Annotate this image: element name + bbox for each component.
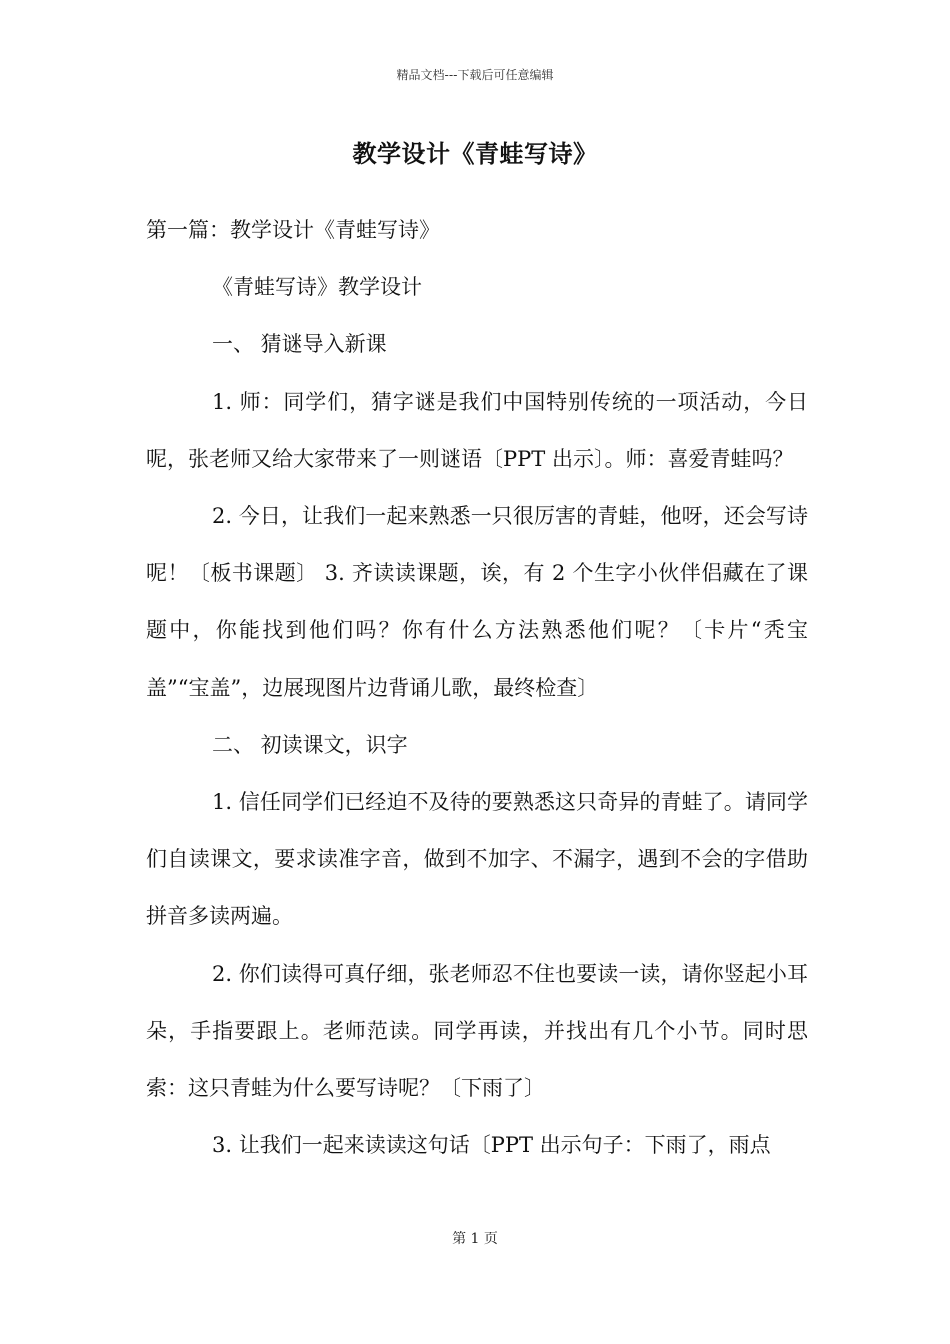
document-title: 教学设计《青蛙写诗》	[352, 139, 598, 168]
paragraph-reading-1: 1. 信任同学们已经迫不及待的要熟悉这只奇异的青蛙了。请同学们自读课文，要求读准字音，做到不加字、不漏字，遇到不会的字借助拼音多读两遍。	[146, 790, 808, 929]
paragraph-section-heading: 第一篇：教学设计《青蛙写诗》	[146, 218, 440, 242]
paragraph-subtitle: 《青蛙写诗》教学设计	[212, 275, 422, 300]
paragraph-reading-3: 3. 让我们一起来读读这句话〔PPT 出示句子：下雨了，雨点	[212, 1133, 771, 1158]
document-body	[146, 202, 808, 1174]
header-note: 精品文档---下载后可任意编辑	[396, 68, 554, 82]
paragraph-step-2-3: 2. 今日，让我们一起来熟悉一只很厉害的青蛙，他呀，还会写诗呢！〔板书课题〕 3. 齐读读课题，诶，有 2 个生字小伙伴侣藏在了课题中，你能找到他们吗？你有什么方法熟悉他们呢？〔卡片“秃宝盖”“宝盖”，边展现图片边背诵儿歌，最终检查〕	[146, 504, 808, 700]
paragraph-heading-1: 一、 猜谜导入新课	[212, 332, 387, 357]
paragraph-heading-2: 二、 初读课文，识字	[212, 732, 408, 757]
paragraph-step-1: 1. 师：同学们，猜字谜是我们中国特别传统的一项活动，今日呢，张老师又给大家带来了一则谜语〔PPT 出示〕。师：喜爱青蛙吗？	[146, 389, 808, 471]
page-number: 第 1 页	[452, 1231, 498, 1247]
paragraph-reading-2: 2. 你们读得可真仔细，张老师忍不住也要读一读，请你竖起小耳朵，手指要跟上。老师范读。同学再读，并找出有几个小节。同时思索：这只青蛙为什么要写诗呢？〔下雨了〕	[146, 961, 808, 1101]
